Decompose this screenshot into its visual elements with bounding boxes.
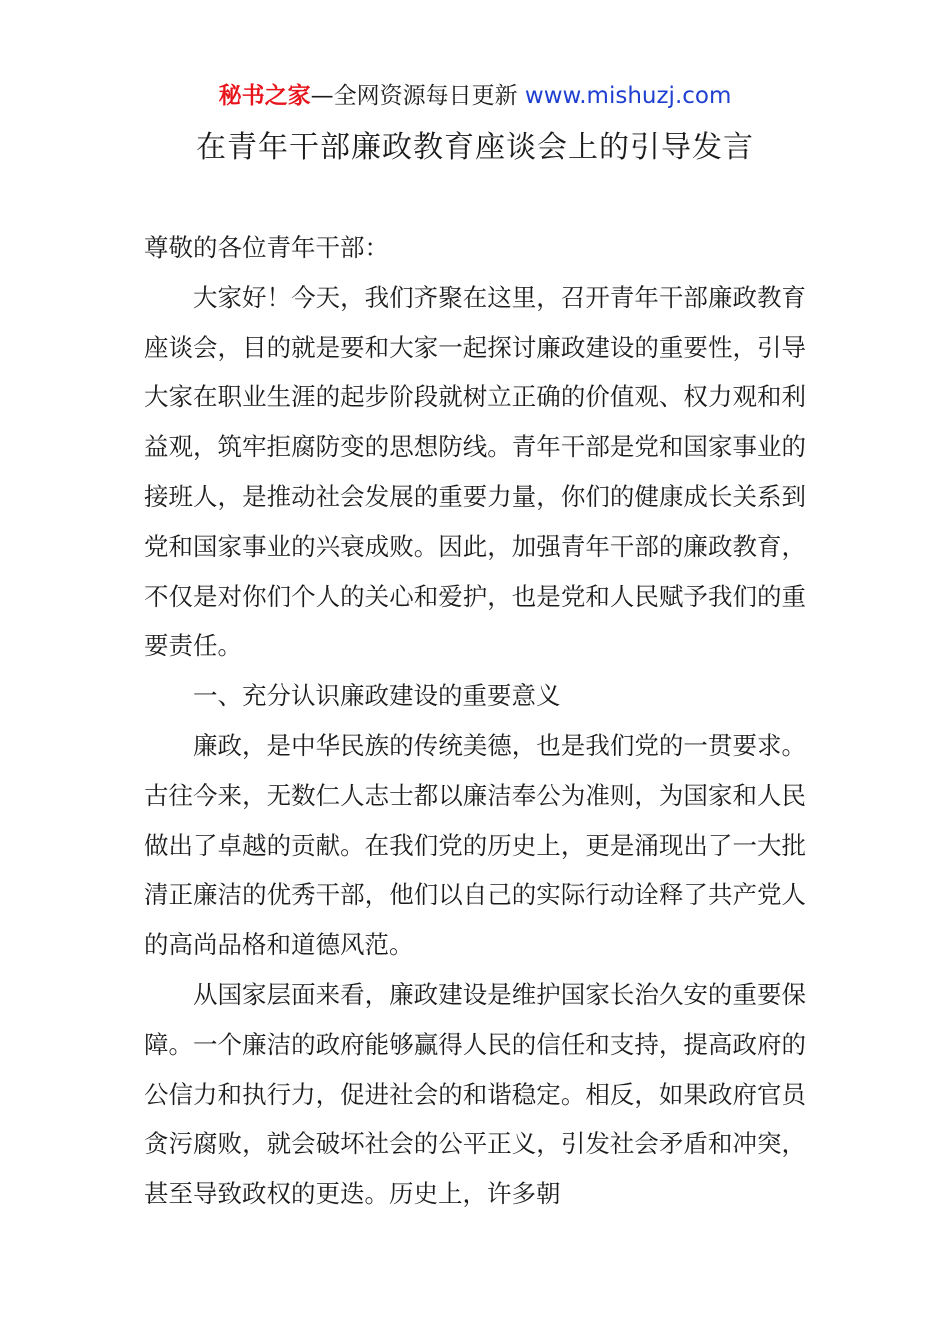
section-heading: 一、充分认识廉政建设的重要意义 [193,681,561,711]
site-header [0,80,950,112]
paragraph-opening: 大家好！今天，我们齐聚在这里，召开青年干部廉政教育座谈会，目的就是要和大家一起探讨廉政建设的重要性，引导大家在职业生涯的起步阶段就树立正确的价值观、权力观和利益观，筑牢拒腐防变的思想防线。青年干部是党和国家事业的接班人，是推动社会发展的重要力量，你们的健康成长关系到党和国家事业的兴衰成败。因此，加强青年干部的廉政教育，不仅是对你们个人的关心和爱护，也是党和人民赋予我们的重要责任。 [144,282,806,661]
site-tagline: —全网资源每日更新 [310,83,518,109]
document-title: 在青年干部廉政教育座谈会上的引导发言 [196,130,754,165]
site-url[interactable]: www.mishuzj.com [524,83,732,109]
paragraph-national-level: 从国家层面来看，廉政建设是维护国家长治久安的重要保障。一个廉洁的政府能够赢得人民的信任和支持，提高政府的公信力和执行力，促进社会的和谐稳定。相反，如果政府官员贪污腐败，就会破坏社会的公平正义，引发社会矛盾和冲突，甚至导致政权的更迭。历史上，许多朝 [144,979,806,1209]
salutation: 尊敬的各位青年干部： [144,233,389,262]
site-brand: 秘书之家 [218,83,311,109]
document-body [144,223,806,1219]
paragraph-integrity-tradition: 廉政，是中华民族的传统美德，也是我们党的一贯要求。古往今来，无数仁人志士都以廉洁奉公为准则，为国家和人民做出了卓越的贡献。在我们党的历史上，更是涌现出了一大批清正廉洁的优秀干部，他们以自己的实际行动诠释了共产党人的高尚品格和道德风范。 [144,730,806,960]
